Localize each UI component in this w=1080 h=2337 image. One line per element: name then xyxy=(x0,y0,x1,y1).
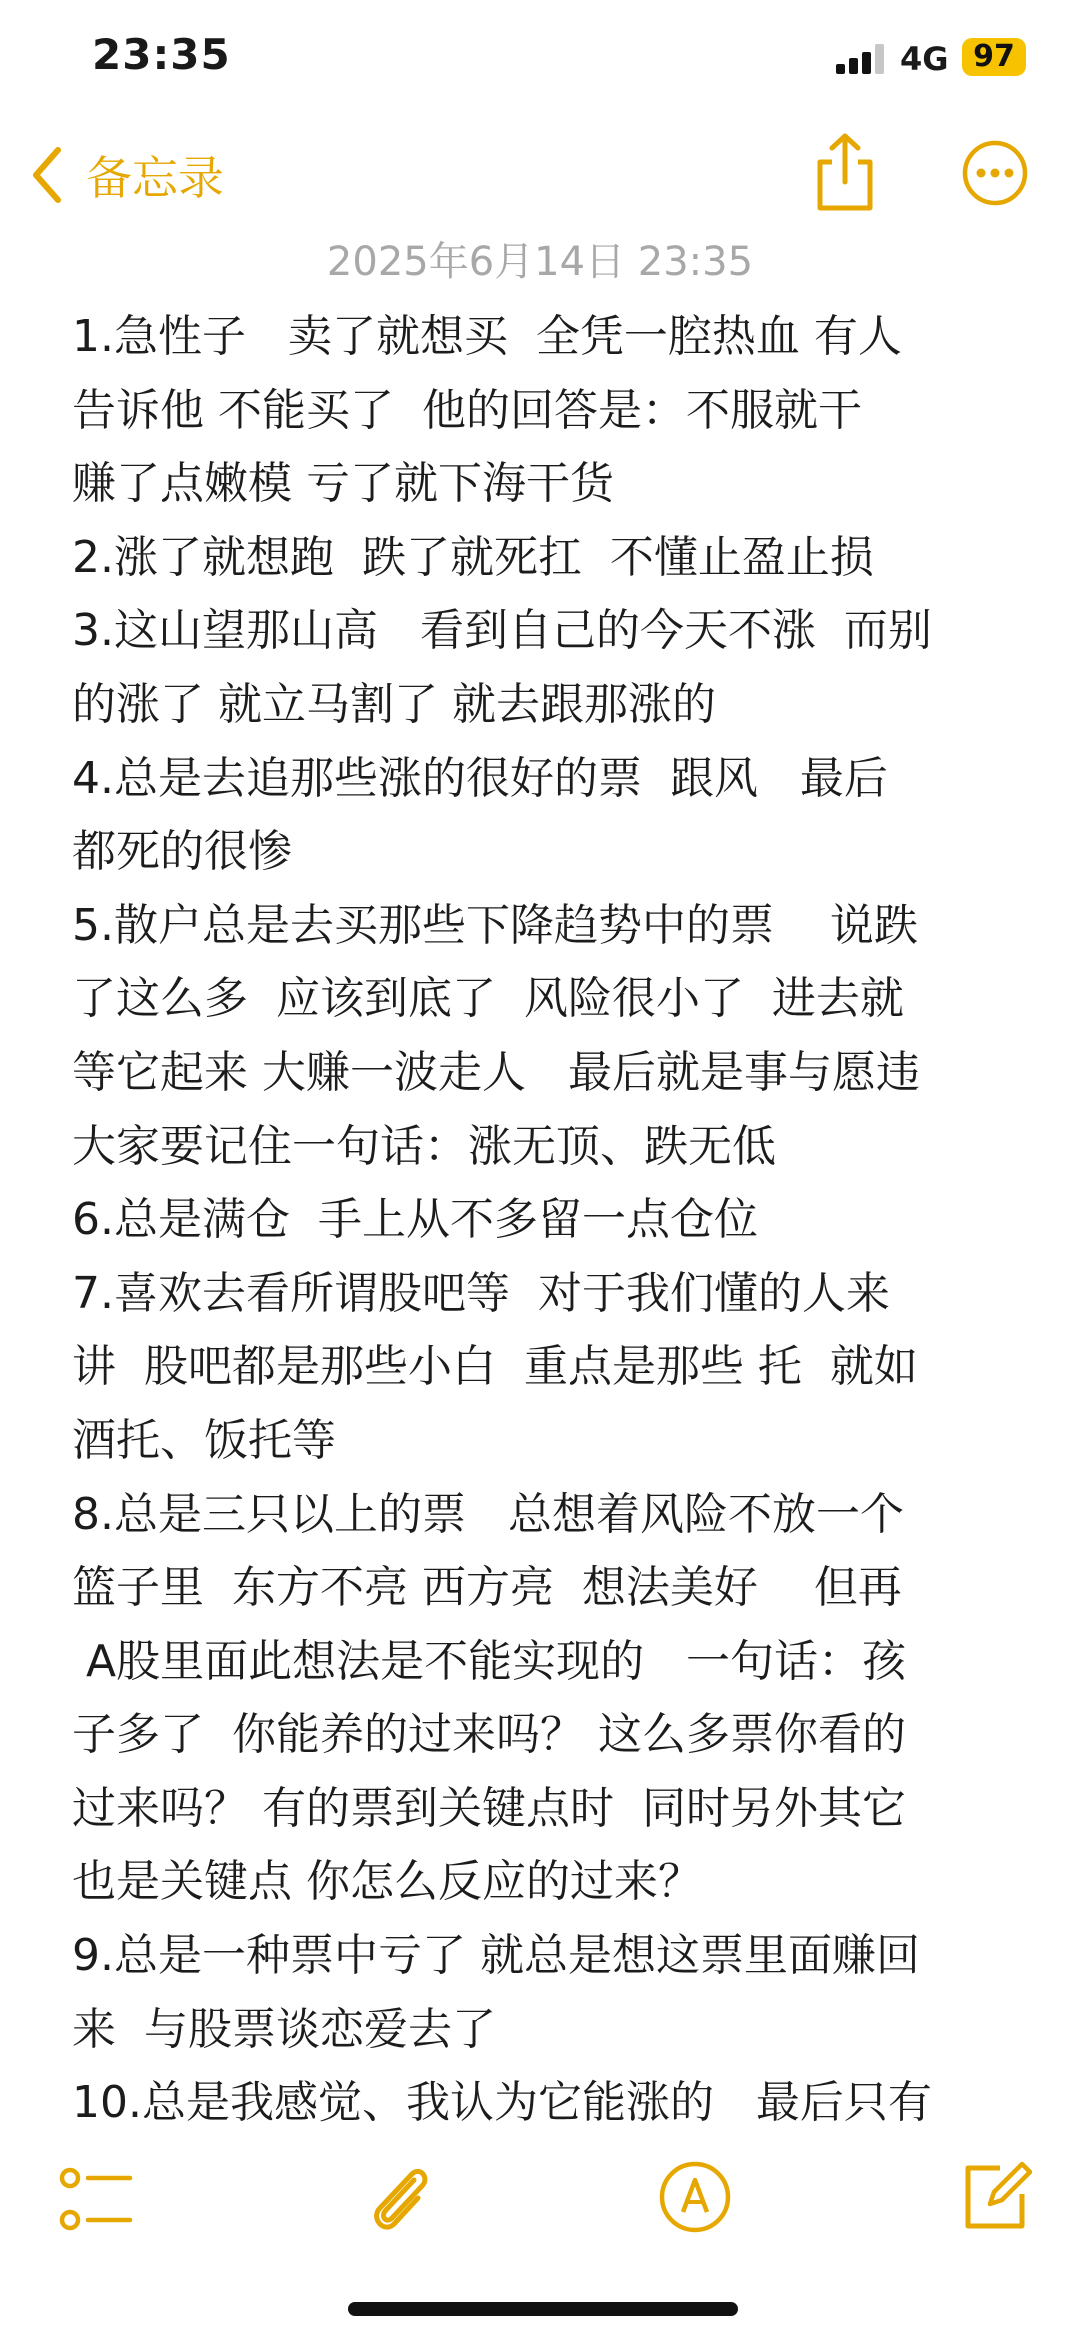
nav-bar xyxy=(0,120,1080,230)
note-line: 来 与股票谈恋爱去了 xyxy=(72,2003,496,2055)
share-button[interactable] xyxy=(810,132,880,212)
battery-indicator: 97 xyxy=(962,38,1026,76)
note-line: 子多了 你能养的过来吗？ 这么多票你看的 xyxy=(72,1709,906,1761)
back-label: 备忘录 xyxy=(86,151,224,205)
more-button[interactable] xyxy=(962,140,1028,206)
checklist-icon xyxy=(58,2164,134,2236)
note-line: 赚了点嫩模 亏了就下海干货 xyxy=(72,458,614,510)
note-line: 也是关键点 你怎么反应的过来？ xyxy=(72,1856,702,1908)
home-indicator xyxy=(348,2302,738,2316)
note-line: 酒托、饭托等 xyxy=(72,1414,336,1466)
checklist-button[interactable] xyxy=(58,2164,134,2240)
note-line: 讲 股吧都是那些小白 重点是那些 托 就如 xyxy=(72,1341,918,1393)
note-line: 6.总是满仓 手上从不多留一点仓位 xyxy=(72,1194,758,1246)
note-line: 都死的很惨 xyxy=(72,826,292,878)
note-line: 了这么多 应该到底了 风险很小了 进去就 xyxy=(72,973,904,1025)
compose-icon xyxy=(960,2156,1032,2232)
note-line: 过来吗？ 有的票到关键点时 同时另外其它 xyxy=(72,1782,906,1834)
more-icon xyxy=(962,140,1028,206)
note-line: A股里面此想法是不能实现的 一句话：孩 xyxy=(72,1635,907,1687)
cellular-signal-icon xyxy=(836,44,890,74)
note-line: 9.总是一种票中亏了 就总是想这票里面赚回 xyxy=(72,1930,920,1982)
status-bar xyxy=(0,0,1080,120)
chevron-left-icon xyxy=(30,146,62,204)
note-line: 10.总是我感觉、我认为它能涨的 最后只有 xyxy=(72,2077,932,2129)
note-line: 4.总是去追那些涨的很好的票 跟风 最后 xyxy=(72,752,888,804)
paperclip-icon xyxy=(364,2158,434,2238)
network-type: 4G xyxy=(900,40,949,78)
note-line: 8.总是三只以上的票 总想着风险不放一个 xyxy=(72,1488,904,1540)
note-body[interactable] xyxy=(72,300,1032,2140)
markup-pen-icon xyxy=(658,2160,732,2234)
note-line: 告诉他 不能买了 他的回答是：不服就干 xyxy=(72,384,862,436)
note-line: 篮子里 东方不亮 西方亮 想法美好 但再 xyxy=(72,1562,902,1614)
share-icon xyxy=(810,132,880,212)
note-line: 1.急性子 卖了就想买 全凭一腔热血 有人 xyxy=(72,311,902,362)
note-line: 5.散户总是去买那些下降趋势中的票 说跌 xyxy=(72,899,918,951)
markup-button[interactable] xyxy=(658,2160,732,2238)
back-button[interactable] xyxy=(30,140,224,210)
note-line: 大家要记住一句话：涨无顶、跌无低 xyxy=(72,1120,776,1172)
note-line: 等它起来 大赚一波走人 最后就是事与愿违 xyxy=(72,1046,920,1098)
status-time: 23:35 xyxy=(92,30,231,79)
attachment-button[interactable] xyxy=(364,2158,434,2242)
bottom-toolbar xyxy=(0,2150,1080,2260)
note-line: 7.喜欢去看所谓股吧等 对于我们懂的人来 xyxy=(72,1267,890,1319)
compose-button[interactable] xyxy=(960,2156,1032,2236)
note-line: 3.这山望那山高 看到自己的今天不涨 而别 xyxy=(72,605,932,657)
note-date: 2025年6月14日 23:35 xyxy=(326,239,754,285)
note-line: 的涨了 就立马割了 就去跟那涨的 xyxy=(72,678,716,730)
note-line: 2.涨了就想跑 跌了就死扛 不懂止盈止损 xyxy=(72,531,874,583)
